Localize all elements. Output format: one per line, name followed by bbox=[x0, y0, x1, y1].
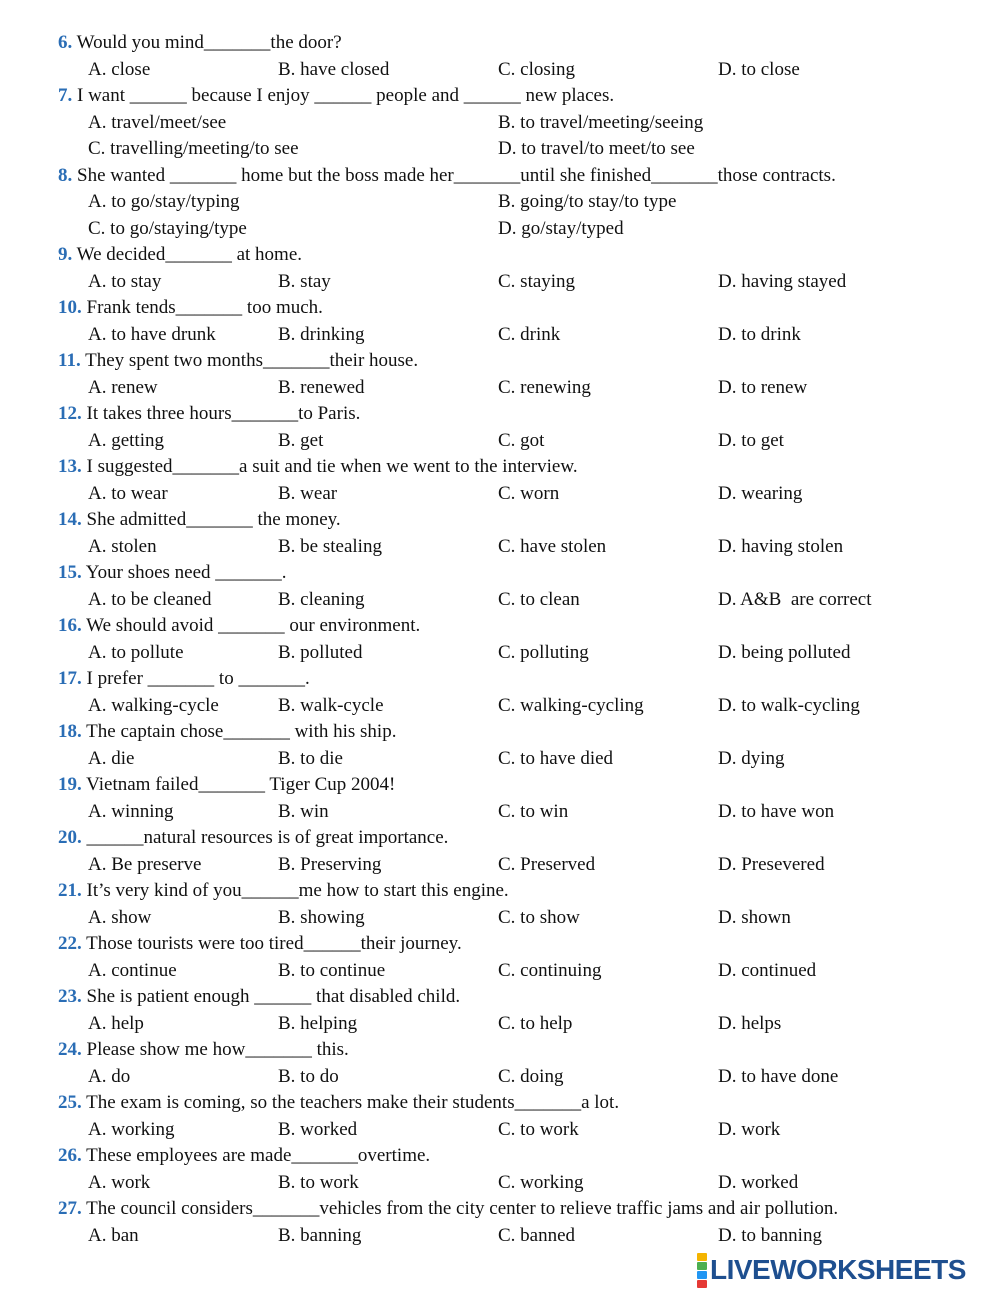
question-text: We should avoid _______ our environment. bbox=[86, 615, 421, 636]
question-line bbox=[0, 30, 1000, 57]
answer-option-c[interactable]: C. continuing bbox=[498, 959, 602, 981]
answer-option-c[interactable]: C. banned bbox=[498, 1224, 576, 1246]
question-line bbox=[0, 772, 1000, 799]
options-row bbox=[0, 375, 1000, 402]
question-block bbox=[0, 83, 1000, 163]
question-block bbox=[0, 348, 1000, 401]
answer-option-c[interactable]: C. travelling/meeting/to see bbox=[88, 138, 299, 159]
answer-option-a[interactable]: A. to go/stay/typing bbox=[88, 191, 240, 212]
worksheet bbox=[0, 30, 1000, 1249]
question-line bbox=[0, 83, 1000, 110]
options-row bbox=[0, 1170, 1000, 1197]
answer-option-a[interactable]: A. working bbox=[88, 1118, 175, 1140]
answer-option-c[interactable]: C. doing bbox=[498, 1065, 564, 1087]
options-row bbox=[0, 189, 1000, 216]
question-line bbox=[0, 560, 1000, 587]
question-stem bbox=[58, 1143, 430, 1170]
options-row bbox=[0, 269, 1000, 296]
answer-option-d[interactable]: D. A&B are correct bbox=[718, 588, 872, 610]
question-stem bbox=[58, 295, 323, 322]
question-block bbox=[0, 295, 1000, 348]
question-stem bbox=[58, 825, 448, 852]
question-text: The council considers_______vehicles from the city center to relieve traffic jams and air pollution. bbox=[86, 1198, 839, 1219]
question-text: It’s very kind of you______me how to start this engine. bbox=[86, 880, 509, 901]
answer-option-d[interactable]: D. to banning bbox=[718, 1224, 822, 1246]
question-number: 6. bbox=[58, 32, 73, 53]
answer-option-b[interactable]: B. stay bbox=[278, 270, 331, 292]
answer-option-b[interactable]: B. to travel/meeting/seeing bbox=[498, 111, 704, 133]
question-block bbox=[0, 719, 1000, 772]
answer-option-c[interactable]: C. to have died bbox=[498, 747, 614, 769]
question-stem bbox=[58, 666, 310, 693]
question-text: She is patient enough ______ that disabled child. bbox=[86, 986, 461, 1007]
question-block bbox=[0, 454, 1000, 507]
question-number: 23. bbox=[58, 986, 82, 1007]
question-text: Please show me how_______ this. bbox=[86, 1039, 349, 1060]
answer-option-d[interactable]: D. continued bbox=[718, 959, 817, 981]
options-row bbox=[0, 640, 1000, 667]
question-number: 18. bbox=[58, 721, 82, 742]
answer-option-b[interactable]: B. cleaning bbox=[278, 588, 365, 610]
question-text: She admitted_______ the money. bbox=[86, 509, 341, 530]
answer-option-b[interactable]: B. banning bbox=[278, 1224, 362, 1246]
question-text: It takes three hours_______to Paris. bbox=[86, 403, 361, 424]
options-row bbox=[0, 428, 1000, 455]
question-block bbox=[0, 878, 1000, 931]
question-line bbox=[0, 931, 1000, 958]
question-line bbox=[0, 163, 1000, 190]
question-block bbox=[0, 825, 1000, 878]
liveworksheets-brand[interactable] bbox=[697, 1255, 966, 1285]
logo-block bbox=[697, 1253, 707, 1261]
question-number: 17. bbox=[58, 668, 82, 689]
answer-option-b[interactable]: B. to continue bbox=[278, 959, 386, 981]
question-text: Vietnam failed_______ Tiger Cup 2004! bbox=[86, 774, 396, 795]
answer-option-a[interactable]: A. to pollute bbox=[88, 641, 184, 663]
question-line bbox=[0, 666, 1000, 693]
answer-option-c[interactable]: C. to clean bbox=[498, 588, 580, 610]
question-text: These employees are made_______overtime. bbox=[86, 1145, 431, 1166]
options-row bbox=[0, 216, 1000, 243]
question-stem bbox=[58, 242, 302, 269]
question-stem bbox=[58, 454, 578, 481]
question-text: Your shoes need _______. bbox=[85, 562, 287, 583]
options-row bbox=[0, 1064, 1000, 1091]
options-row bbox=[0, 746, 1000, 773]
answer-option-d[interactable]: D. having stolen bbox=[718, 535, 844, 557]
answer-option-c[interactable]: C. to help bbox=[498, 1012, 573, 1034]
answer-option-a[interactable]: A. Be preserve bbox=[88, 853, 202, 875]
brand-name: LIVEWORKSHEETS bbox=[710, 1254, 966, 1285]
question-line bbox=[0, 348, 1000, 375]
question-line bbox=[0, 507, 1000, 534]
answer-option-b[interactable]: B. to die bbox=[278, 747, 343, 769]
logo-block bbox=[697, 1271, 707, 1279]
question-block bbox=[0, 1090, 1000, 1143]
answer-option-a[interactable]: A. ban bbox=[88, 1224, 139, 1246]
answer-option-d[interactable]: D. having stayed bbox=[718, 270, 847, 292]
answer-option-c[interactable]: C. closing bbox=[498, 58, 576, 80]
question-number: 22. bbox=[58, 933, 82, 954]
answer-option-b[interactable]: B. going/to stay/to type bbox=[498, 191, 677, 212]
options-row bbox=[0, 136, 1000, 163]
options-row bbox=[0, 1223, 1000, 1250]
question-line bbox=[0, 242, 1000, 269]
options-row bbox=[0, 587, 1000, 614]
question-stem bbox=[58, 719, 396, 746]
answer-option-a[interactable]: A. renew bbox=[88, 376, 158, 398]
question-block bbox=[0, 984, 1000, 1037]
question-line bbox=[0, 295, 1000, 322]
answer-option-b[interactable]: B. polluted bbox=[278, 641, 363, 663]
answer-option-a[interactable]: A. travel/meet/see bbox=[88, 111, 227, 133]
question-text: ______natural resources is of great importance. bbox=[86, 827, 449, 848]
answer-option-d[interactable]: D. to drink bbox=[718, 323, 801, 345]
question-line bbox=[0, 401, 1000, 428]
answer-option-a[interactable]: A. die bbox=[88, 747, 135, 769]
answer-option-d[interactable]: D. to travel/to meet/to see bbox=[498, 138, 695, 159]
question-block bbox=[0, 163, 1000, 243]
question-block bbox=[0, 30, 1000, 83]
answer-option-a[interactable]: A. to stay bbox=[88, 270, 162, 292]
question-line bbox=[0, 719, 1000, 746]
question-stem bbox=[58, 1090, 619, 1117]
question-stem bbox=[58, 83, 614, 110]
answer-option-c[interactable]: C. working bbox=[498, 1171, 584, 1193]
answer-option-c[interactable]: C. have stolen bbox=[498, 535, 607, 557]
answer-option-d[interactable]: D. to close bbox=[718, 58, 800, 80]
question-stem bbox=[58, 1196, 838, 1223]
answer-option-a[interactable]: A. show bbox=[88, 906, 152, 928]
answer-option-c[interactable]: C. Preserved bbox=[498, 853, 596, 875]
liveworksheets-logo-icon bbox=[697, 1253, 707, 1288]
answer-option-c[interactable]: C. polluting bbox=[498, 641, 589, 663]
question-text: I suggested_______a suit and tie when we went to the interview. bbox=[86, 456, 578, 477]
answer-option-b[interactable]: B. get bbox=[278, 429, 324, 451]
question-stem bbox=[58, 984, 460, 1011]
question-line bbox=[0, 454, 1000, 481]
question-block bbox=[0, 560, 1000, 613]
question-stem bbox=[58, 507, 341, 534]
question-block bbox=[0, 772, 1000, 825]
question-number: 21. bbox=[58, 880, 82, 901]
answer-option-d[interactable]: D. helps bbox=[718, 1012, 782, 1034]
question-stem bbox=[58, 30, 342, 57]
question-block bbox=[0, 1196, 1000, 1249]
options-row bbox=[0, 693, 1000, 720]
question-block bbox=[0, 242, 1000, 295]
logo-block bbox=[697, 1280, 707, 1288]
answer-option-c[interactable]: C. drink bbox=[498, 323, 561, 345]
question-number: 14. bbox=[58, 509, 82, 530]
question-text: We decided_______ at home. bbox=[76, 244, 303, 265]
options-row bbox=[0, 322, 1000, 349]
answer-option-d[interactable]: D. to get bbox=[718, 429, 784, 451]
answer-option-b[interactable]: B. Preserving bbox=[278, 853, 382, 875]
answer-option-b[interactable]: B. showing bbox=[278, 906, 365, 928]
question-line bbox=[0, 1196, 1000, 1223]
question-number: 13. bbox=[58, 456, 82, 477]
question-text: I prefer _______ to _______. bbox=[86, 668, 310, 689]
answer-option-d[interactable]: D. Presevered bbox=[718, 853, 825, 875]
answer-option-a[interactable]: A. to wear bbox=[88, 482, 168, 504]
answer-option-a[interactable]: A. do bbox=[88, 1065, 131, 1087]
answer-option-c[interactable]: C. worn bbox=[498, 482, 560, 504]
question-stem bbox=[58, 931, 462, 958]
question-text: The captain chose_______ with his ship. bbox=[86, 721, 397, 742]
question-block bbox=[0, 401, 1000, 454]
answer-option-c[interactable]: C. to win bbox=[498, 800, 569, 822]
question-text: Frank tends_______ too much. bbox=[86, 297, 323, 318]
question-block bbox=[0, 931, 1000, 984]
question-line bbox=[0, 878, 1000, 905]
question-number: 25. bbox=[58, 1092, 82, 1113]
question-number: 11. bbox=[58, 350, 81, 371]
answer-option-d[interactable]: D. to walk-cycling bbox=[718, 694, 860, 716]
answer-option-b[interactable]: B. be stealing bbox=[278, 535, 382, 557]
question-text: Those tourists were too tired______their journey. bbox=[86, 933, 462, 954]
question-number: 10. bbox=[58, 297, 82, 318]
question-number: 26. bbox=[58, 1145, 82, 1166]
answer-option-d[interactable]: D. worked bbox=[718, 1171, 799, 1193]
answer-option-a[interactable]: A. work bbox=[88, 1171, 151, 1193]
question-number: 15. bbox=[58, 562, 82, 583]
answer-option-d[interactable]: D. being polluted bbox=[718, 641, 851, 663]
question-number: 9. bbox=[58, 244, 73, 265]
question-stem bbox=[58, 401, 360, 428]
question-number: 8. bbox=[58, 164, 73, 186]
question-stem bbox=[58, 613, 420, 640]
question-line bbox=[0, 825, 1000, 852]
answer-option-c[interactable]: C. to work bbox=[498, 1118, 579, 1140]
question-block bbox=[0, 1143, 1000, 1196]
answer-option-c[interactable]: C. renewing bbox=[498, 376, 591, 398]
question-line bbox=[0, 1037, 1000, 1064]
question-number: 19. bbox=[58, 774, 82, 795]
options-row bbox=[0, 958, 1000, 985]
answer-option-c[interactable]: C. to go/staying/type bbox=[88, 217, 247, 239]
answer-option-b[interactable]: B. renewed bbox=[278, 376, 365, 398]
question-stem bbox=[58, 772, 395, 799]
options-row bbox=[0, 57, 1000, 84]
answer-option-b[interactable]: B. drinking bbox=[278, 323, 365, 345]
answer-option-a[interactable]: A. help bbox=[88, 1012, 144, 1034]
answer-option-c[interactable]: C. got bbox=[498, 429, 545, 451]
options-row bbox=[0, 1011, 1000, 1038]
answer-option-b[interactable]: B. have closed bbox=[278, 58, 390, 80]
question-stem bbox=[58, 560, 287, 587]
answer-option-a[interactable]: A. stolen bbox=[88, 535, 157, 557]
question-text: The exam is coming, so the teachers make their students_______a lot. bbox=[86, 1092, 620, 1113]
answer-option-a[interactable]: A. winning bbox=[88, 800, 174, 822]
answer-option-b[interactable]: B. to work bbox=[278, 1171, 359, 1193]
answer-option-c[interactable]: C. walking-cycling bbox=[498, 694, 644, 716]
question-text: They spent two months_______their house. bbox=[85, 350, 419, 371]
answer-option-b[interactable]: B. worked bbox=[278, 1118, 358, 1140]
answer-option-d[interactable]: D. go/stay/typed bbox=[498, 217, 624, 239]
options-row bbox=[0, 905, 1000, 932]
question-block bbox=[0, 666, 1000, 719]
answer-option-a[interactable]: A. getting bbox=[88, 429, 164, 451]
answer-option-a[interactable]: A. continue bbox=[88, 959, 177, 981]
answer-option-c[interactable]: C. staying bbox=[498, 270, 576, 292]
question-number: 16. bbox=[58, 615, 82, 636]
answer-option-a[interactable]: A. to be cleaned bbox=[88, 588, 212, 610]
answer-option-d[interactable]: D. dying bbox=[718, 747, 785, 769]
answer-option-d[interactable]: D. to have done bbox=[718, 1065, 839, 1087]
options-row bbox=[0, 110, 1000, 137]
answer-option-d[interactable]: D. work bbox=[718, 1118, 781, 1140]
options-row bbox=[0, 481, 1000, 508]
options-row bbox=[0, 1117, 1000, 1144]
logo-block bbox=[697, 1262, 707, 1270]
question-stem bbox=[58, 1037, 349, 1064]
answer-option-c[interactable]: C. to show bbox=[498, 906, 580, 928]
question-line bbox=[0, 613, 1000, 640]
answer-option-b[interactable]: B. win bbox=[278, 800, 329, 822]
question-text: She wanted _______ home but the boss made her_______until she finished_______those contracts. bbox=[77, 164, 836, 186]
answer-option-a[interactable]: A. walking-cycle bbox=[88, 694, 219, 716]
question-number: 7. bbox=[58, 85, 73, 106]
answer-option-a[interactable]: A. close bbox=[88, 58, 151, 80]
question-number: 12. bbox=[58, 403, 82, 424]
options-row bbox=[0, 799, 1000, 826]
question-number: 20. bbox=[58, 827, 82, 848]
question-block bbox=[0, 613, 1000, 666]
answer-option-d[interactable]: D. to have won bbox=[718, 800, 835, 822]
answer-option-d[interactable]: D. shown bbox=[718, 906, 791, 928]
answer-option-d[interactable]: D. wearing bbox=[718, 482, 803, 504]
question-line bbox=[0, 1090, 1000, 1117]
question-text: I want ______ because I enjoy ______ people and ______ new places. bbox=[77, 85, 615, 106]
answer-option-a[interactable]: A. to have drunk bbox=[88, 323, 216, 345]
answer-option-b[interactable]: B. to do bbox=[278, 1065, 339, 1087]
question-block bbox=[0, 1037, 1000, 1090]
question-number: 24. bbox=[58, 1039, 82, 1060]
options-row bbox=[0, 852, 1000, 879]
question-text: Would you mind_______the door? bbox=[76, 32, 342, 53]
answer-option-b[interactable]: B. helping bbox=[278, 1012, 358, 1034]
question-stem bbox=[58, 878, 509, 905]
answer-option-d[interactable]: D. to renew bbox=[718, 376, 808, 398]
question-line bbox=[0, 1143, 1000, 1170]
question-number: 27. bbox=[58, 1198, 82, 1219]
question-stem bbox=[58, 163, 836, 190]
answer-option-b[interactable]: B. wear bbox=[278, 482, 338, 504]
options-row bbox=[0, 534, 1000, 561]
question-line bbox=[0, 984, 1000, 1011]
question-block bbox=[0, 507, 1000, 560]
answer-option-b[interactable]: B. walk-cycle bbox=[278, 694, 384, 716]
question-stem bbox=[58, 348, 418, 375]
